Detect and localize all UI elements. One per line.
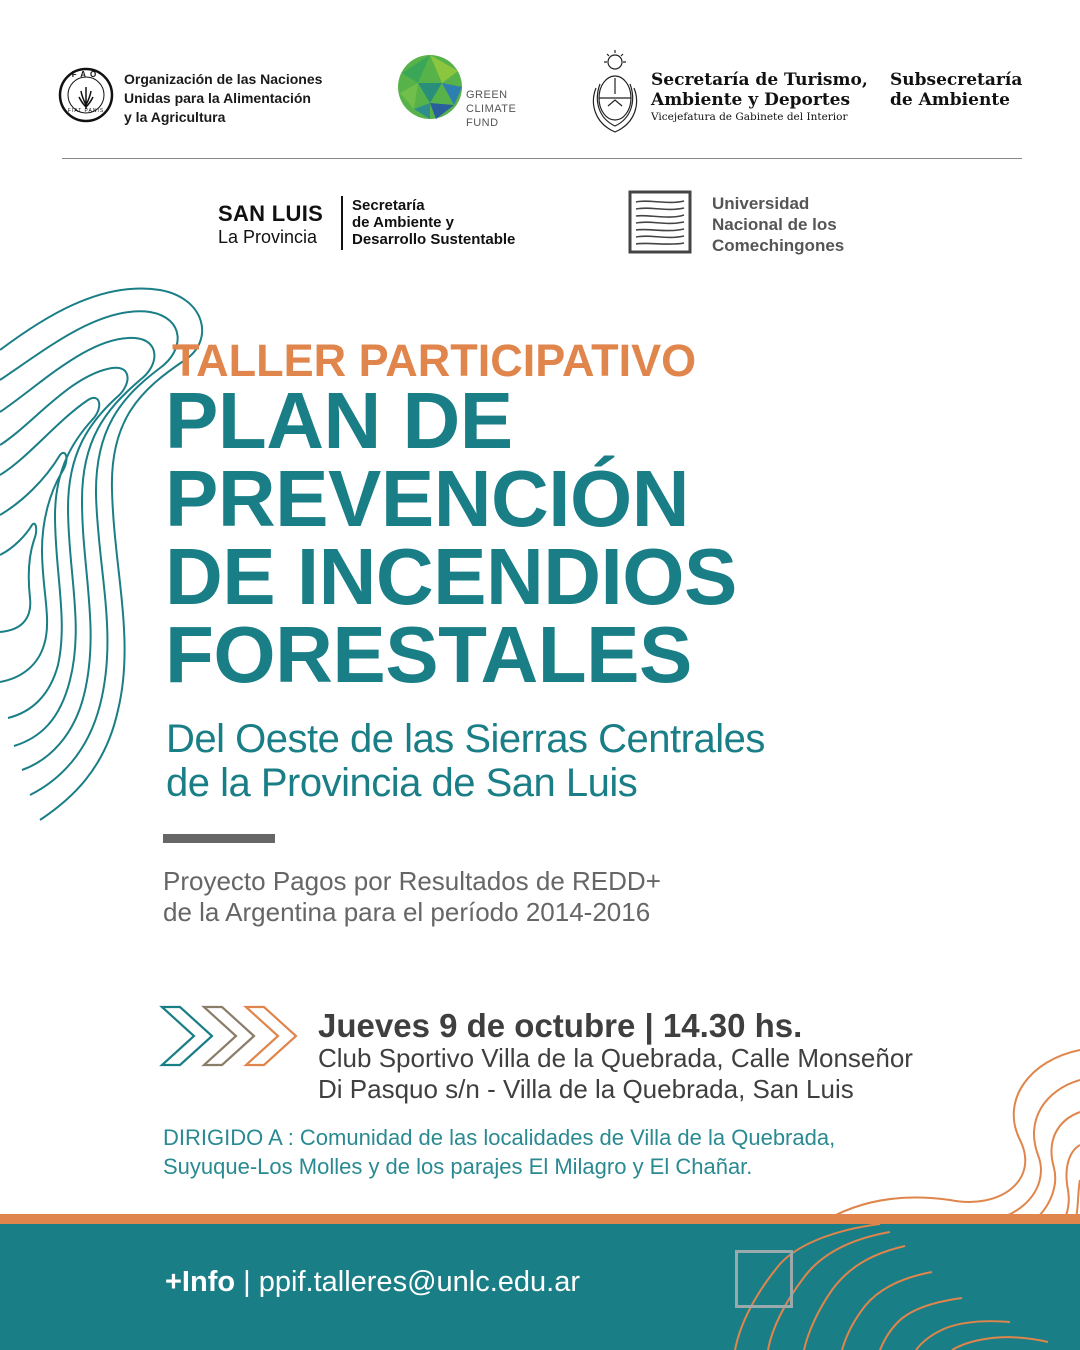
- argentina-coat-of-arms-icon: [588, 48, 642, 134]
- san-luis-logo: [218, 202, 323, 248]
- unlc-logo-icon: [628, 190, 692, 254]
- title-line: PREVENCIÓN: [165, 454, 689, 543]
- footer-accent-bar: [0, 1214, 1080, 1224]
- event-location: [318, 1043, 913, 1105]
- title-line: PLAN DE: [165, 376, 513, 465]
- subtitle-line: Del Oeste de las Sierras Centrales: [166, 717, 765, 761]
- fao-name-line: y la Agricultura: [124, 109, 226, 125]
- fao-name: [124, 70, 322, 127]
- header-divider: [62, 158, 1022, 159]
- fao-emblem-letters: FAO: [71, 70, 101, 79]
- san-luis-province: La Provincia: [218, 227, 318, 247]
- san-luis-secretaria-line: de Ambiente y: [352, 214, 454, 231]
- subtitle-line: de la Provincia de San Luis: [166, 761, 638, 805]
- event-datetime: Jueves 9 de octubre | 14.30 hs.: [318, 1007, 803, 1044]
- contact-info: [165, 1265, 580, 1299]
- gcf-name-line: GREEN: [466, 89, 508, 101]
- project-line: de la Argentina para el período 2014-2016: [163, 897, 651, 927]
- subsecretaria-line-2: de Ambiente: [890, 90, 1010, 110]
- info-separator: |: [243, 1266, 251, 1298]
- project-description: [163, 866, 661, 928]
- san-luis-name: SAN LUIS: [218, 201, 324, 226]
- gcf-name-line: CLIMATE: [466, 103, 517, 115]
- event-kicker: TALLER PARTICIPATIVO: [172, 335, 697, 386]
- unlc-name-line: Nacional de los: [712, 215, 837, 234]
- fao-name-line: Organización de las Naciones: [124, 71, 323, 87]
- gcf-globe-icon: [396, 53, 464, 121]
- fao-emblem-motto: FIAT PANIS: [67, 108, 105, 114]
- unlc-name-line: Universidad: [712, 194, 810, 213]
- san-luis-secretaria-line: Desarrollo Sustentable: [352, 231, 516, 248]
- secretaria-line-3: Vicejefatura de Gabinete del Interior: [651, 111, 848, 123]
- title-line: FORESTALES: [165, 610, 692, 699]
- unlc-name: [712, 193, 844, 256]
- subsecretaria-ambiente-name: [890, 70, 1022, 110]
- contact-email-link[interactable]: ppif.talleres@unlc.edu.ar: [258, 1266, 580, 1298]
- san-luis-secretaria: [352, 197, 515, 248]
- secretaria-line-2: Ambiente y Deportes: [651, 90, 851, 110]
- gcf-name-line: FUND: [466, 117, 499, 129]
- footer-square-icon: [735, 1250, 793, 1308]
- san-luis-separator: [341, 196, 343, 250]
- event-title: [165, 376, 737, 699]
- location-line: Club Sportivo Villa de la Quebrada, Calle Monseñor: [318, 1043, 913, 1073]
- audience-line: DIRIGIDO A : Comunidad de las localidades de Villa de la Quebrada,: [163, 1125, 836, 1150]
- section-divider: [163, 834, 275, 843]
- title-line: DE INCENDIOS: [165, 532, 737, 621]
- gcf-name: [466, 88, 516, 130]
- location-line: Di Pasquo s/n - Villa de la Quebrada, San Luis: [318, 1074, 854, 1104]
- unlc-name-line: Comechingones: [712, 236, 845, 255]
- san-luis-secretaria-line: Secretaría: [352, 197, 425, 214]
- secretaria-turismo-name: [651, 70, 868, 124]
- event-audience: [163, 1123, 835, 1181]
- event-subtitle: [166, 717, 765, 805]
- chevrons-icon: [158, 1003, 302, 1069]
- secretaria-line-1: Secretaría de Turismo,: [651, 70, 868, 90]
- fao-name-line: Unidas para la Alimentación: [124, 90, 311, 106]
- project-line: Proyecto Pagos por Resultados de REDD+: [163, 866, 661, 896]
- subsecretaria-line-1: Subsecretaría: [890, 70, 1023, 90]
- audience-line: Suyuque-Los Molles y de los parajes El Milagro y El Chañar.: [163, 1154, 753, 1179]
- info-label: +Info: [165, 1266, 236, 1298]
